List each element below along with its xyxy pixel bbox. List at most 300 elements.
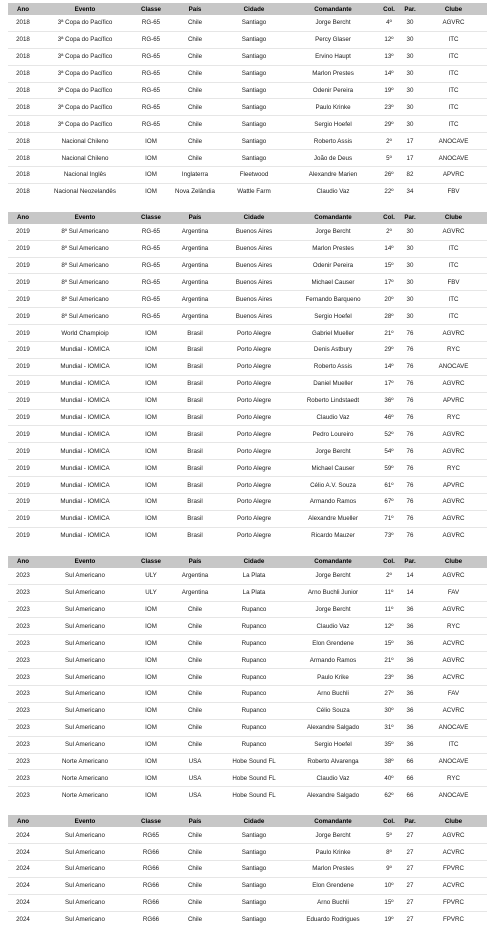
cell-pais: Chile: [170, 65, 220, 82]
cell-evento: Mundial - IOMICA: [38, 510, 132, 527]
cell-classe: ULY: [132, 584, 170, 601]
cell-ano: 2023: [8, 601, 38, 618]
cell-colocacao: 21º: [378, 325, 400, 342]
cell-participantes: 36: [400, 635, 420, 652]
cell-classe: IOM: [132, 358, 170, 375]
cell-colocacao: 10º: [378, 877, 400, 894]
cell-participantes: 27: [400, 860, 420, 877]
cell-clube: ITC: [420, 48, 487, 65]
cell-cidade: Santiago: [220, 894, 288, 911]
column-header-classe: Classe: [132, 3, 170, 15]
cell-cidade: Santiago: [220, 15, 288, 31]
column-header-cidade: Cidade: [220, 3, 288, 15]
cell-cidade: Buenos Aires: [220, 257, 288, 274]
cell-clube: AGVRC: [420, 827, 487, 843]
cell-ano: 2019: [8, 510, 38, 527]
table-row: [8, 133, 487, 150]
cell-pais: Argentina: [170, 224, 220, 240]
cell-comandante: Roberto Alvarenga: [288, 753, 378, 770]
cell-colocacao: 13º: [378, 48, 400, 65]
cell-participantes: 30: [400, 257, 420, 274]
cell-clube: ITC: [420, 736, 487, 753]
cell-cidade: Hobe Sound FL: [220, 753, 288, 770]
cell-participantes: 30: [400, 31, 420, 48]
results-table: [8, 556, 487, 803]
cell-classe: RG-65: [132, 116, 170, 133]
table-row: [8, 99, 487, 116]
cell-participantes: 27: [400, 894, 420, 911]
cell-comandante: Jorge Bercht: [288, 601, 378, 618]
cell-evento: Sul Americano: [38, 736, 132, 753]
column-header-evento: Evento: [38, 815, 132, 827]
cell-clube: FPVRC: [420, 894, 487, 911]
cell-classe: IOM: [132, 392, 170, 409]
cell-comandante: Marlon Prestes: [288, 860, 378, 877]
cell-pais: Brasil: [170, 460, 220, 477]
cell-clube: AGVRC: [420, 426, 487, 443]
cell-evento: Nacional Chileno: [38, 150, 132, 167]
cell-clube: ANOCAVE: [438, 791, 469, 799]
cell-clube: ANOCAVE: [420, 719, 487, 736]
cell-evento: Sul Americano: [38, 669, 132, 686]
cell-classe: IOM: [132, 669, 170, 686]
cell-ano: 2024: [8, 894, 38, 911]
table-row: [8, 844, 487, 861]
cell-pais: USA: [170, 770, 220, 787]
cell-cidade: Porto Alegre: [220, 358, 288, 375]
cell-evento: Sul Americano: [38, 601, 132, 618]
column-header-ano: Ano: [8, 3, 38, 15]
results-table-block-2023: [8, 556, 487, 803]
cell-clube: AGVRC: [420, 601, 487, 618]
cell-clube: AGVRC: [420, 568, 487, 584]
cell-classe: IOM: [132, 702, 170, 719]
cell-colocacao: 31º: [378, 719, 400, 736]
cell-evento: Mundial - IOMICA: [38, 443, 132, 460]
cell-classe: RG66: [132, 894, 170, 911]
cell-ano: 2019: [8, 274, 38, 291]
cell-evento: Nacional Inglês: [38, 167, 132, 184]
column-header-clube: Clube: [420, 556, 487, 568]
table-row: [8, 116, 487, 133]
cell-participantes: 30: [400, 82, 420, 99]
cell-pais: Chile: [170, 702, 220, 719]
cell-ano: 2018: [8, 133, 38, 150]
table-row: [8, 894, 487, 911]
cell-clube: ACVRC: [420, 844, 487, 861]
cell-clube: AGVRC: [420, 510, 487, 527]
cell-classe: IOM: [132, 770, 170, 787]
cell-evento: Norte Americano: [38, 753, 132, 770]
cell-participantes: 30: [400, 15, 420, 31]
cell-pais: Brasil: [170, 342, 220, 359]
cell-evento: Mundial - IOMICA: [38, 409, 132, 426]
column-header-cidade: Cidade: [220, 556, 288, 568]
column-header-classe: Classe: [132, 212, 170, 224]
table-row: [8, 375, 487, 392]
cell-evento: Sul Americano: [38, 568, 132, 584]
cell-pais: Brasil: [170, 375, 220, 392]
cell-cidade: Porto Alegre: [220, 477, 288, 494]
cell-pais: Brasil: [170, 510, 220, 527]
table-row: [8, 652, 487, 669]
cell-ano: 2023: [8, 770, 38, 787]
table-row: [8, 510, 487, 527]
cell-ano: 2023: [8, 685, 38, 702]
cell-comandante: Ricardo Mauzer: [311, 532, 355, 540]
cell-clube: FAV: [420, 685, 487, 702]
cell-classe: IOM: [132, 652, 170, 669]
cell-participantes: 36: [400, 719, 420, 736]
cell-colocacao: 19º: [378, 82, 400, 99]
cell-pais: USA: [188, 791, 202, 799]
cell-evento: 8º Sul Americano: [38, 224, 132, 240]
cell-participantes: 76: [400, 494, 420, 511]
cell-classe: RG66: [132, 877, 170, 894]
cell-participantes: 76: [400, 426, 420, 443]
cell-cidade: Porto Alegre: [220, 443, 288, 460]
cell-comandante: João de Deus: [288, 150, 378, 167]
cell-cidade: Santiago: [220, 133, 288, 150]
cell-pais: Chile: [170, 99, 220, 116]
cell-ano: 2018: [8, 15, 38, 31]
cell-ano: 2019: [8, 308, 38, 325]
cell-clube: RYC: [420, 342, 487, 359]
table-row: [8, 685, 487, 702]
cell-evento: Sul Americano: [38, 860, 132, 877]
column-header-clube: Clube: [420, 212, 487, 224]
cell-evento: Sul Americano: [38, 584, 132, 601]
table-row: [8, 618, 487, 635]
cell-evento: 8º Sul Americano: [38, 291, 132, 308]
cell-comandante: Paulo Krike: [288, 669, 378, 686]
column-header-evento: Evento: [38, 212, 132, 224]
table-header-row: [8, 212, 487, 224]
cell-ano: 2019: [8, 358, 38, 375]
cell-pais: Brasil: [187, 532, 203, 540]
table-row: [8, 827, 487, 843]
cell-ano: 2018: [8, 150, 38, 167]
table-header-row: [8, 556, 487, 568]
cell-pais: Brasil: [170, 426, 220, 443]
column-header-comandante: Comandante: [288, 815, 378, 827]
column-header-participantes: Par.: [400, 212, 420, 224]
cell-ano: 2019: [8, 291, 38, 308]
cell-classe: RG-65: [132, 291, 170, 308]
cell-ano: 2023: [8, 568, 38, 584]
cell-comandante: Alexandre Salgado: [306, 791, 360, 799]
cell-clube: ACVRC: [420, 702, 487, 719]
cell-ano: 2018: [8, 167, 38, 184]
cell-clube: RYC: [420, 460, 487, 477]
cell-ano: 2019: [8, 494, 38, 511]
cell-clube: FPVRC: [443, 916, 464, 924]
cell-clube: AGVRC: [420, 652, 487, 669]
cell-clube: ANOCAVE: [420, 358, 487, 375]
cell-cidade: Rupanco: [220, 635, 288, 652]
cell-participantes: 17: [400, 150, 420, 167]
cell-colocacao: 40º: [378, 770, 400, 787]
cell-cidade: Rupanco: [220, 601, 288, 618]
cell-comandante: Jorge Bercht: [288, 15, 378, 31]
cell-cidade: Buenos Aires: [220, 308, 288, 325]
cell-participantes: 76: [406, 532, 414, 540]
cell-colocacao: 15º: [378, 894, 400, 911]
cell-colocacao: 2º: [378, 568, 400, 584]
cell-comandante: Odenir Pereira: [288, 82, 378, 99]
cell-pais: USA: [170, 753, 220, 770]
cell-pais: Chile: [170, 635, 220, 652]
cell-participantes: 27: [400, 827, 420, 843]
column-header-cidade: Cidade: [220, 212, 288, 224]
cell-colocacao: 15º: [378, 257, 400, 274]
table-row: [8, 240, 487, 257]
cell-participantes: 36: [400, 652, 420, 669]
cell-ano: 2024: [8, 860, 38, 877]
cell-participantes: 27: [406, 916, 414, 924]
cell-ano: 2023: [8, 652, 38, 669]
column-header-pais: País: [170, 815, 220, 827]
cell-ano: 2019: [8, 392, 38, 409]
cell-ano: 2019: [8, 426, 38, 443]
cell-evento: 3ª Copa do Pacífico: [38, 116, 132, 133]
cell-evento: Mundial - IOMICA: [38, 477, 132, 494]
table-row: [8, 48, 487, 65]
cell-cidade: Santiago: [220, 82, 288, 99]
table-row: [8, 669, 487, 686]
cell-cidade: Santiago: [220, 116, 288, 133]
cell-participantes: 36: [400, 685, 420, 702]
cell-comandante: Roberto Lindstaedt: [288, 392, 378, 409]
cell-evento: Norte Americano: [38, 770, 132, 787]
cell-clube: ITC: [420, 65, 487, 82]
cell-classe: IOM: [132, 719, 170, 736]
cell-evento: Sul Americano: [38, 719, 132, 736]
table-row: [8, 65, 487, 82]
table-row: [8, 753, 487, 770]
table-row: [8, 460, 487, 477]
cell-pais: Argentina: [170, 274, 220, 291]
cell-pais: Brasil: [170, 409, 220, 426]
cell-classe: RG-65: [132, 31, 170, 48]
cell-cidade: Rupanco: [220, 719, 288, 736]
cell-evento: Mundial - IOMICA: [60, 532, 110, 540]
cell-colocacao: 71º: [378, 510, 400, 527]
cell-cidade: Buenos Aires: [220, 224, 288, 240]
column-header-comandante: Comandante: [288, 3, 378, 15]
cell-pais: Chile: [170, 48, 220, 65]
cell-cidade: Rupanco: [220, 702, 288, 719]
cell-evento: Sul Americano: [65, 916, 105, 924]
cell-classe: IOM: [132, 460, 170, 477]
column-header-clube: Clube: [420, 815, 487, 827]
cell-colocacao: 19º: [384, 916, 394, 924]
cell-evento: Sul Americano: [38, 652, 132, 669]
table-header-row: [8, 815, 487, 827]
cell-colocacao: 67º: [378, 494, 400, 511]
cell-classe: IOM: [132, 325, 170, 342]
cell-ano: 2024: [8, 844, 38, 861]
cell-evento: 8º Sul Americano: [38, 240, 132, 257]
cell-cidade: Santiago: [241, 916, 267, 924]
cell-colocacao: 27º: [378, 685, 400, 702]
cell-classe: ULY: [132, 568, 170, 584]
cell-colocacao: 46º: [378, 409, 400, 426]
cell-classe: IOM: [132, 375, 170, 392]
cell-pais: Chile: [170, 82, 220, 99]
cell-clube: APVRC: [420, 167, 487, 184]
cell-clube: ITC: [420, 308, 487, 325]
cell-pais: Chile: [170, 894, 220, 911]
table-row: [8, 477, 487, 494]
cell-participantes: 30: [400, 240, 420, 257]
cell-cidade: Porto Alegre: [236, 532, 272, 540]
cell-classe: IOM: [132, 443, 170, 460]
cell-colocacao: 54º: [378, 443, 400, 460]
cell-colocacao: 11º: [378, 601, 400, 618]
table-row: [8, 527, 487, 543]
cell-clube: FAV: [420, 584, 487, 601]
cell-cidade: Porto Alegre: [220, 510, 288, 527]
cell-cidade: Santiago: [220, 827, 288, 843]
cell-colocacao: 2º: [378, 224, 400, 240]
table-row: [8, 702, 487, 719]
cell-pais: Brasil: [170, 494, 220, 511]
cell-evento: 3ª Copa do Pacífico: [38, 65, 132, 82]
cell-colocacao: 14º: [378, 358, 400, 375]
cell-participantes: 66: [406, 791, 414, 799]
table-row: [8, 167, 487, 184]
cell-clube: ITC: [420, 31, 487, 48]
cell-colocacao: 22º: [384, 188, 394, 196]
cell-participantes: 14: [400, 568, 420, 584]
cell-pais: Chile: [170, 133, 220, 150]
table-row: [8, 736, 487, 753]
cell-evento: 3ª Copa do Pacífico: [38, 48, 132, 65]
table-row: [8, 860, 487, 877]
results-table: [8, 212, 487, 544]
cell-comandante: Gabriel Mueller: [288, 325, 378, 342]
cell-comandante: Sergio Hoefel: [288, 308, 378, 325]
cell-classe: RG65: [132, 827, 170, 843]
cell-comandante: Alexandre Mueller: [288, 510, 378, 527]
cell-participantes: 34: [406, 188, 414, 196]
cell-ano: 2018: [8, 65, 38, 82]
cell-participantes: 36: [400, 669, 420, 686]
cell-pais: Chile: [170, 685, 220, 702]
cell-classe: RG-65: [132, 224, 170, 240]
cell-colocacao: 23º: [378, 669, 400, 686]
cell-evento: Sul Americano: [38, 702, 132, 719]
cell-cidade: Santiago: [220, 48, 288, 65]
cell-pais: Chile: [170, 719, 220, 736]
cell-colocacao: 38º: [378, 753, 400, 770]
table-row: [8, 325, 487, 342]
cell-participantes: 76: [400, 460, 420, 477]
column-header-classe: Classe: [132, 556, 170, 568]
cell-ano: 2023: [8, 719, 38, 736]
cell-comandante: Fernando Barqueno: [288, 291, 378, 308]
cell-cidade: Rupanco: [220, 618, 288, 635]
cell-colocacao: 11º: [378, 584, 400, 601]
cell-pais: Brasil: [170, 325, 220, 342]
cell-pais: Chile: [170, 116, 220, 133]
cell-comandante: Denis Astbury: [288, 342, 378, 359]
cell-participantes: 66: [400, 753, 420, 770]
cell-cidade: Hobe Sound FL: [220, 770, 288, 787]
cell-classe: IOM: [132, 477, 170, 494]
cell-colocacao: 28º: [378, 308, 400, 325]
cell-comandante: Arno Buchli Junior: [288, 584, 378, 601]
column-header-participantes: Par.: [400, 556, 420, 568]
cell-evento: Mundial - IOMICA: [38, 426, 132, 443]
table-row: [8, 342, 487, 359]
cell-classe: RG-65: [132, 274, 170, 291]
cell-comandante: Percy Glaser: [288, 31, 378, 48]
cell-pais: Chile: [170, 669, 220, 686]
results-table-block-2024: [8, 815, 487, 927]
cell-clube: AGVRC: [420, 375, 487, 392]
cell-evento: World Champioip: [38, 325, 132, 342]
column-header-ano: Ano: [8, 556, 38, 568]
cell-clube: ANOCAVE: [420, 133, 487, 150]
column-header-evento: Evento: [38, 556, 132, 568]
cell-ano: 2023: [8, 736, 38, 753]
cell-evento: Sul Americano: [38, 827, 132, 843]
cell-ano: 2019: [8, 409, 38, 426]
cell-clube: FPVRC: [420, 860, 487, 877]
cell-colocacao: 8º: [378, 844, 400, 861]
cell-cidade: Santiago: [220, 150, 288, 167]
cell-colocacao: 36º: [378, 392, 400, 409]
cell-comandante: Sergio Hoefel: [288, 116, 378, 133]
table-row: [8, 911, 487, 927]
cell-ano: 2019: [8, 224, 38, 240]
cell-cidade: Porto Alegre: [220, 494, 288, 511]
cell-evento: Nacional Chileno: [38, 133, 132, 150]
cell-cidade: Wattle Farm: [237, 188, 271, 196]
cell-participantes: 76: [400, 358, 420, 375]
cell-classe: RG-65: [132, 65, 170, 82]
cell-comandante: Jorge Bercht: [288, 224, 378, 240]
cell-evento: 8º Sul Americano: [38, 274, 132, 291]
cell-classe: IOM: [132, 685, 170, 702]
cell-clube: ACVRC: [420, 669, 487, 686]
cell-evento: Sul Americano: [38, 635, 132, 652]
cell-evento: Sul Americano: [38, 894, 132, 911]
cell-participantes: 76: [400, 342, 420, 359]
cell-pais: Chile: [187, 916, 203, 924]
cell-comandante: Marlon Prestes: [288, 240, 378, 257]
cell-cidade: Santiago: [220, 65, 288, 82]
cell-ano: 2024: [8, 877, 38, 894]
cell-classe: IOM: [145, 532, 157, 540]
cell-participantes: 17: [400, 133, 420, 150]
cell-ano: 2023: [8, 702, 38, 719]
cell-comandante: Daniel Mueller: [288, 375, 378, 392]
cell-colocacao: 14º: [378, 240, 400, 257]
cell-clube: ITC: [420, 257, 487, 274]
cell-colocacao: 12º: [378, 618, 400, 635]
column-header-colocacao: Col.: [378, 815, 400, 827]
cell-comandante: Arno Buchli: [288, 685, 378, 702]
cell-colocacao: 17º: [378, 375, 400, 392]
cell-pais: Chile: [170, 618, 220, 635]
cell-cidade: Porto Alegre: [220, 342, 288, 359]
cell-classe: RG66: [132, 844, 170, 861]
cell-colocacao: 14º: [378, 65, 400, 82]
table-row: [8, 358, 487, 375]
